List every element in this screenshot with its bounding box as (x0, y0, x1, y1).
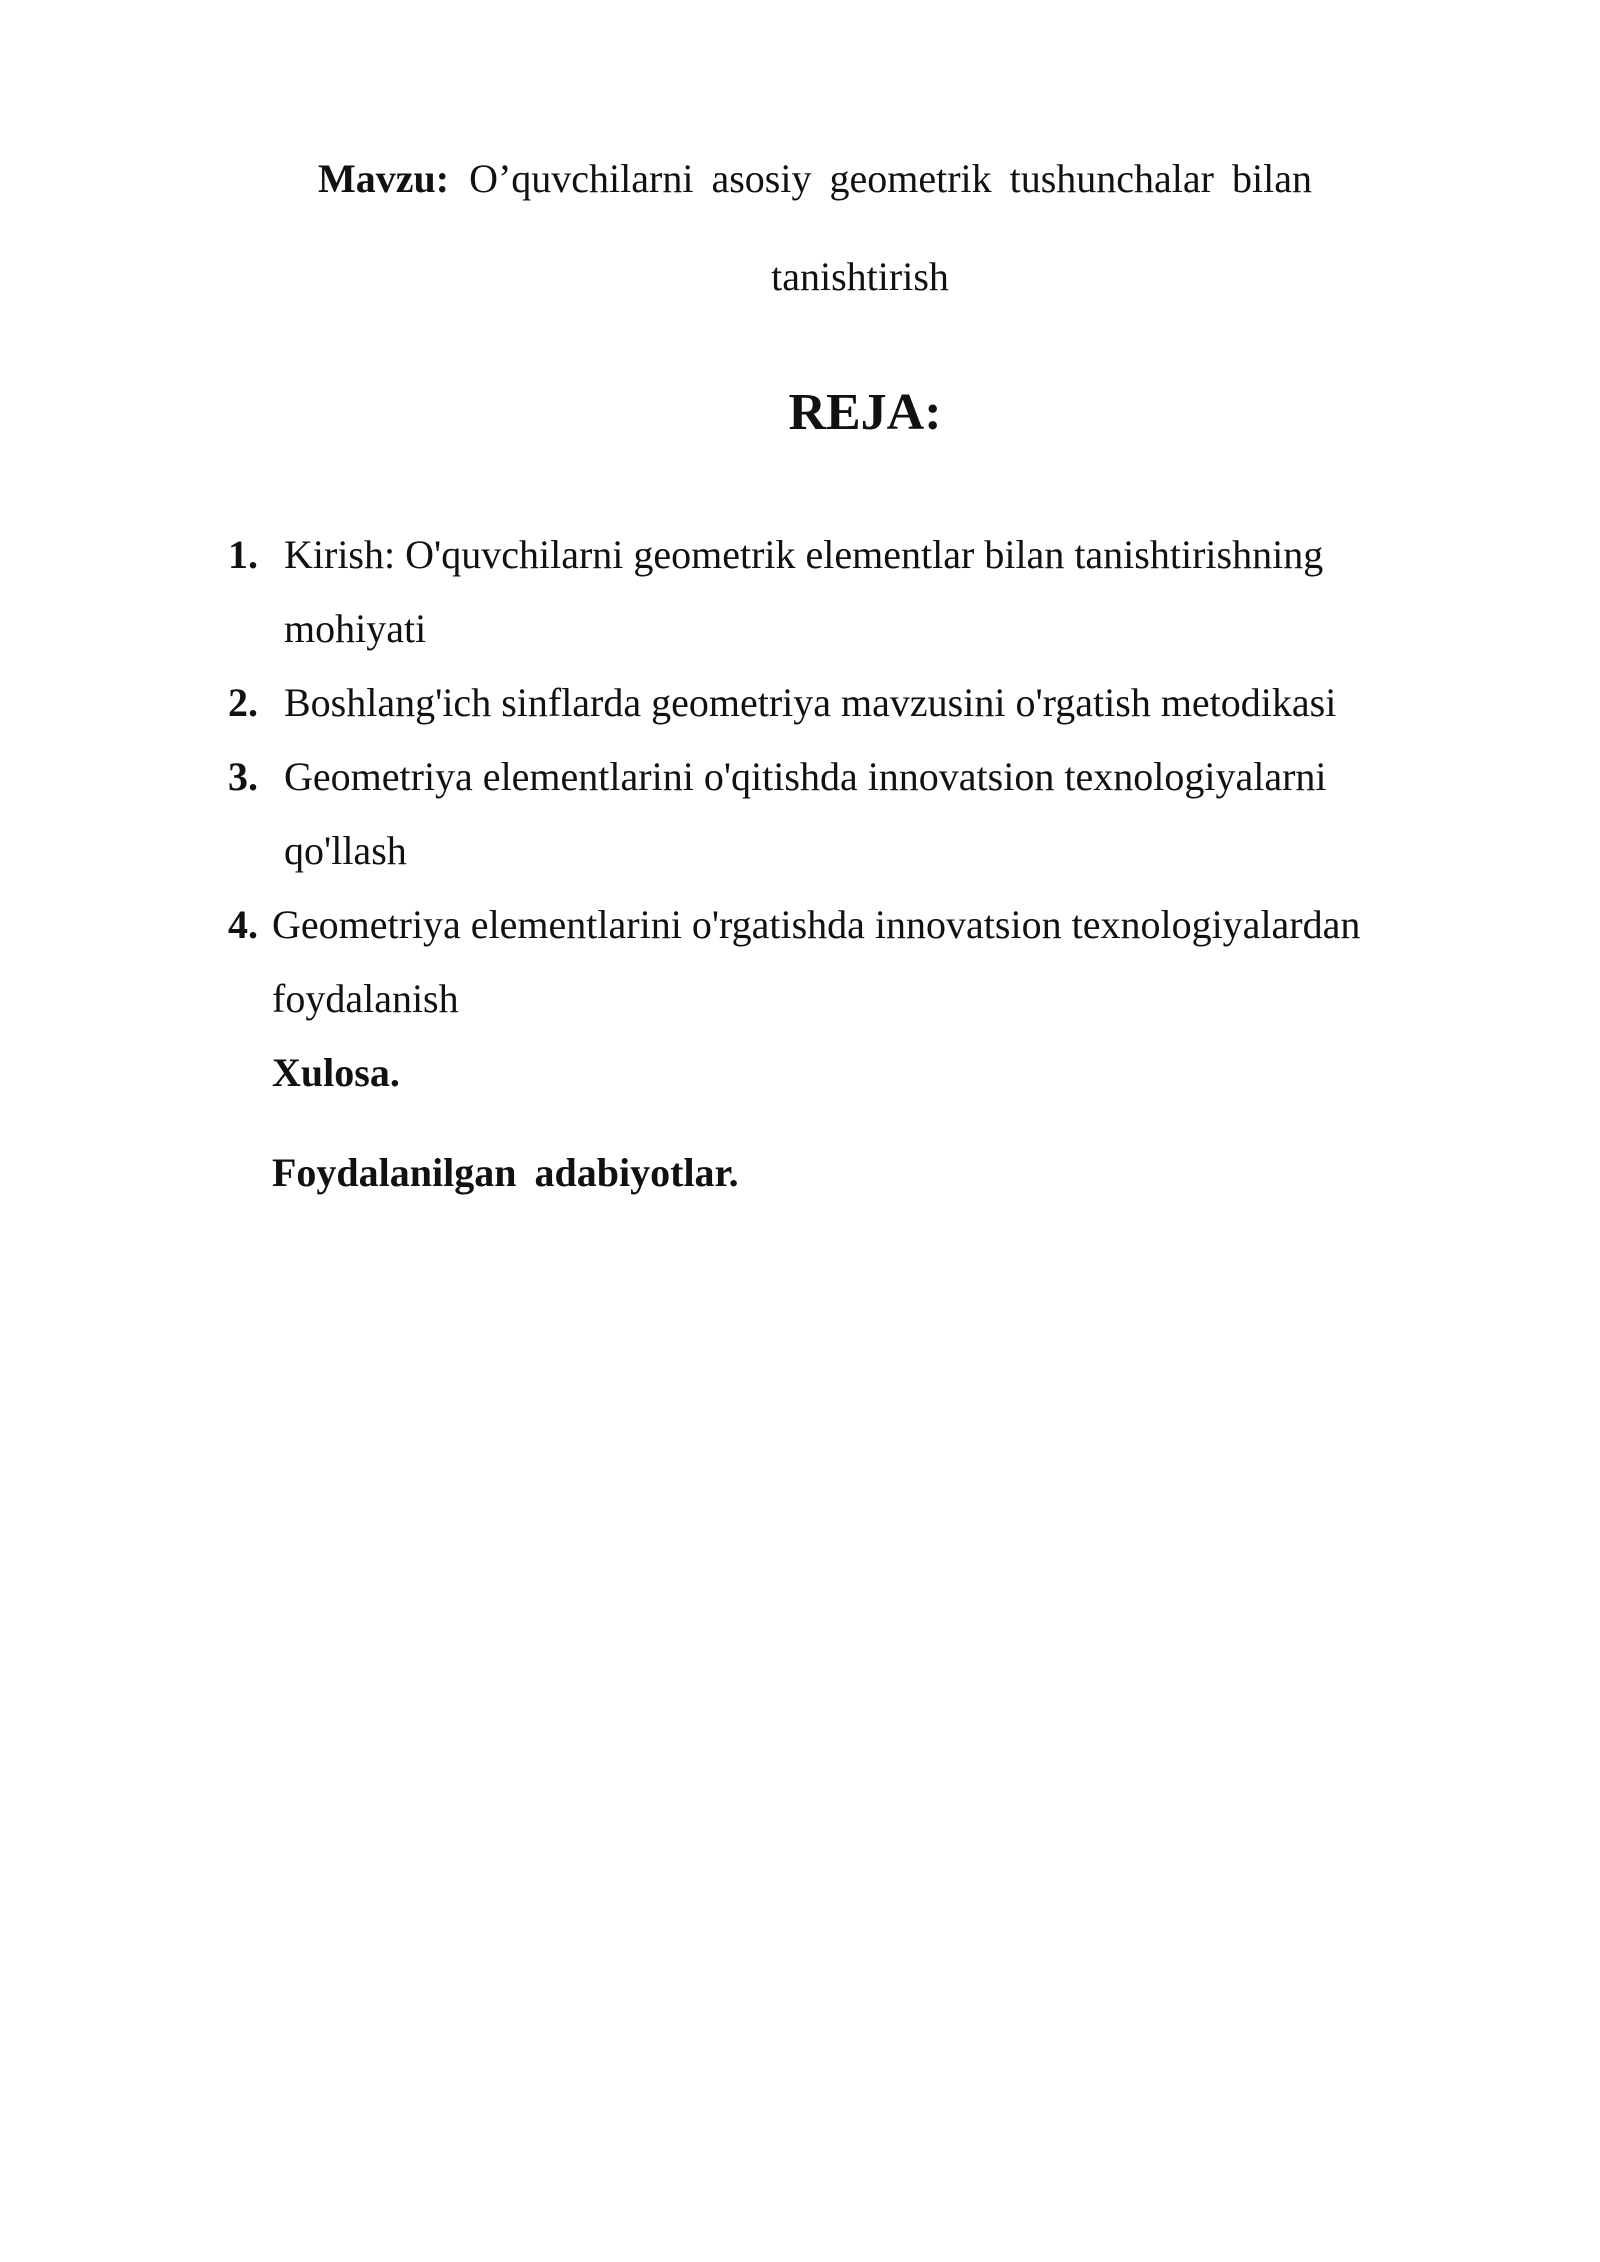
plan-item-4 (228, 888, 1360, 962)
conclusion-heading: Xulosa. (272, 1050, 400, 1095)
plan-item-number: 1. (228, 532, 258, 577)
plan-item-3-continuation: qo'llash (284, 828, 407, 873)
topic-text-line2: tanishtirish (771, 254, 949, 299)
plan-item-1 (228, 518, 1323, 592)
plan-item-3 (228, 740, 1327, 814)
plan-item-number: 4. (228, 902, 258, 947)
plan-item-text: Geometriya elementlarini o'rgatishda innovatsion texnologiyalardan (272, 902, 1361, 947)
plan-item-2 (228, 666, 1336, 740)
topic-text-line1: O’quvchilarni asosiy geometrik tushunchalar bilan (469, 156, 1312, 201)
references-heading: Foydalanilgan adabiyotlar. (272, 1150, 739, 1195)
plan-item-1-continuation: mohiyati (284, 606, 427, 651)
topic-label: Mavzu: (318, 156, 450, 201)
plan-item-text: Kirish: O'quvchilarni geometrik elementlar bilan tanishtirishning (284, 532, 1324, 577)
topic-heading (318, 150, 1398, 208)
plan-item-number: 3. (228, 754, 258, 799)
plan-item-4-continuation: foydalanish (272, 976, 459, 1021)
plan-item-text: Geometriya elementlarini o'qitishda innovatsion texnologiyalarni (284, 754, 1327, 799)
plan-title: REJA: (788, 384, 942, 441)
plan-item-number: 2. (228, 680, 258, 725)
plan-item-text: Boshlang'ich sinflarda geometriya mavzusini o'rgatish metodikasi (284, 680, 1337, 725)
